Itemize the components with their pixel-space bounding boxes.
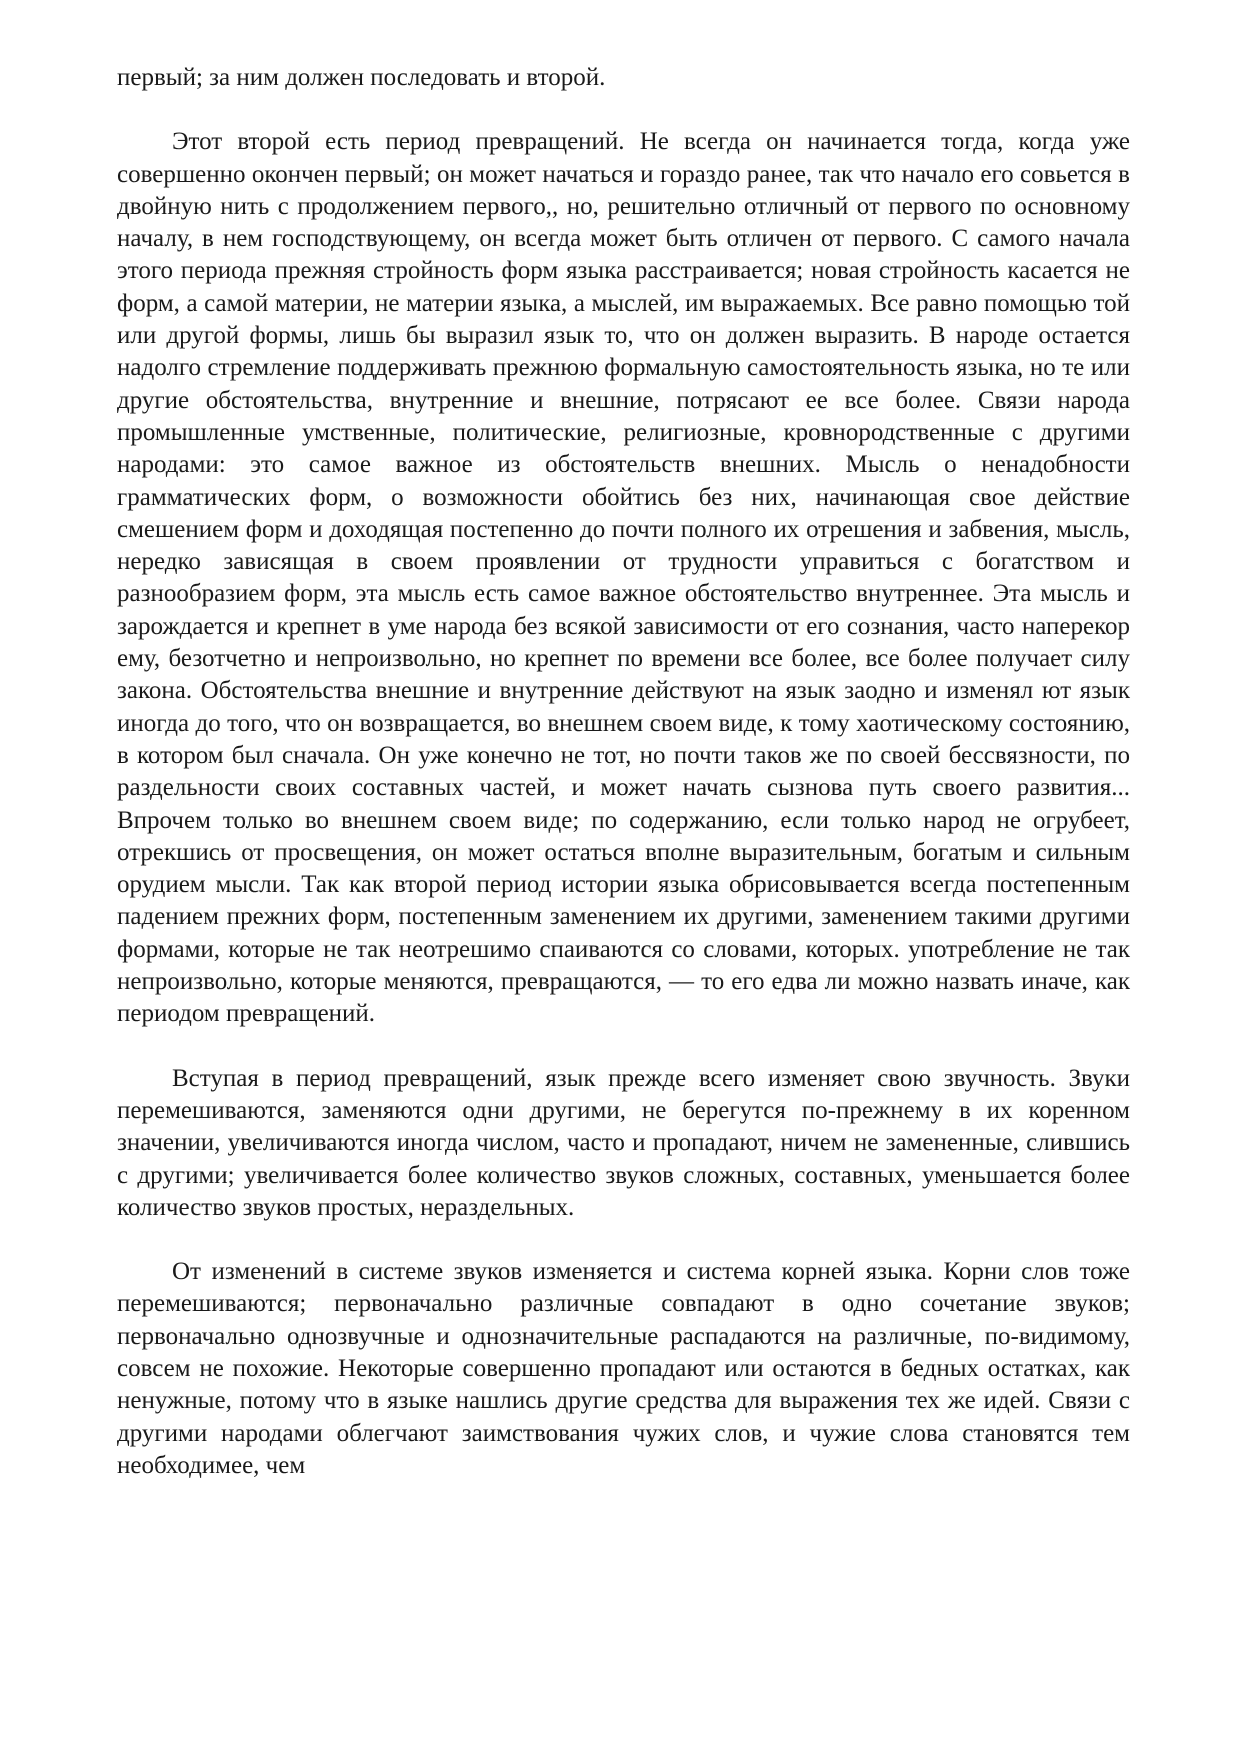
paragraph-4: От изменений в системе звуков изменяется и система корней языка. Корни слов тоже перемешиваются; первоначально различные совпадают в одно сочетание звуков; первоначально однозвучные и однозначительные распадаются на различные, по-видимому, совсем не похожие. Некоторые совершенно пропадают или остаются в бедных остатках, как ненужные, потому что в языке нашлись другие средства для выражения тех же идей. Связи с другими народами облегчают заимствования чужих слов, и чужие слова становятся тем необходимее, чем <box>117 1258 1130 1479</box>
paragraph-3: Вступая в период превращений, язык прежде всего изменяет свою звучность. Звуки перемешиваются, заменяются одни другими, не берегутся по-прежнему в их коренном значении, увеличиваются иногда числом, часто и пропадают, ничем не замененные, слившись с другими; увеличивается более количество звуков сложных, составных, уменьшается более количество звуков простых, нераздельных. <box>117 1064 1130 1221</box>
paragraph-1: первый; за ним должен последовать и второй. <box>117 64 606 91</box>
paragraph-2: Этот второй есть период превращений. Не всегда он начинается тогда, когда уже совершенно окончен первый; он может начаться и гораздо ранее, так что начало его совьется в двойную нить с продолжением первого,, но, решительно отличный от первого по основному началу, в нем господствующему, он всегда может быть отличен от первого. С самого начала этого периода прежняя стройность форм языка расстраивается; новая стройность касается не форм, а самой материи, не материи языка, а мыслей, им выражаемых. Все равно помощью той или другой формы, лишь бы выразил язык то, что он должен выразить. В народе остается надолго стремление поддерживать прежнюю формальную самостоятельность языка, но те или другие обстоятельства, внутренние и внешние, потрясают ее все более. Связи народа промышленные умственные, политические, религиозные, кровнородственные с другими народами: это самое важное из обстоятельств внешних. Мысль о ненадобности грамматических форм, о возможности обойтись без них, начинающая свое действие смешением форм и доходящая постепенно до почти полного их отрешения и забвения, мысль, нередко зависящая в своем проявлении от трудности управиться с богатством и разнообразием форм, эта мысль есть самое важное обстоятельство внутреннее. Эта мысль и зарождается и крепнет в уме народа без всякой зависимости от его сознания, часто наперекор ему, безотчетно и непроизвольно, но крепнет по времени все более, все более получает силу закона. Обстоятельства внешние и внутренние действуют на язык заодно и изменял ют язык иногда до того, что он возвращается, во внешнем своем виде, к тому хаотическому состоянию, в котором был сначала. Он уже конечно не тот, но почти таков же по своей бессвязности, по раздельности своих составных частей, и может начать сызнова путь своего развития... Впрочем только во внешнем своем виде; по содержанию, если только народ не огрубеет, отрекшись от просвещения, он может остаться вполне выразительным, богатым и сильным орудием мысли. Так как второй период истории языка обрисовывается всегда постепенным падением прежних форм, постепенным заменением их другими, заменением такими другими формами, которые не так неотрешимо спаиваются со словами, которых. употребление не так непроизвольно, которые меняются, превращаются, — то его едва ли можно назвать иначе, как периодом превращений. <box>117 128 1130 1028</box>
document-page <box>117 62 1130 1482</box>
